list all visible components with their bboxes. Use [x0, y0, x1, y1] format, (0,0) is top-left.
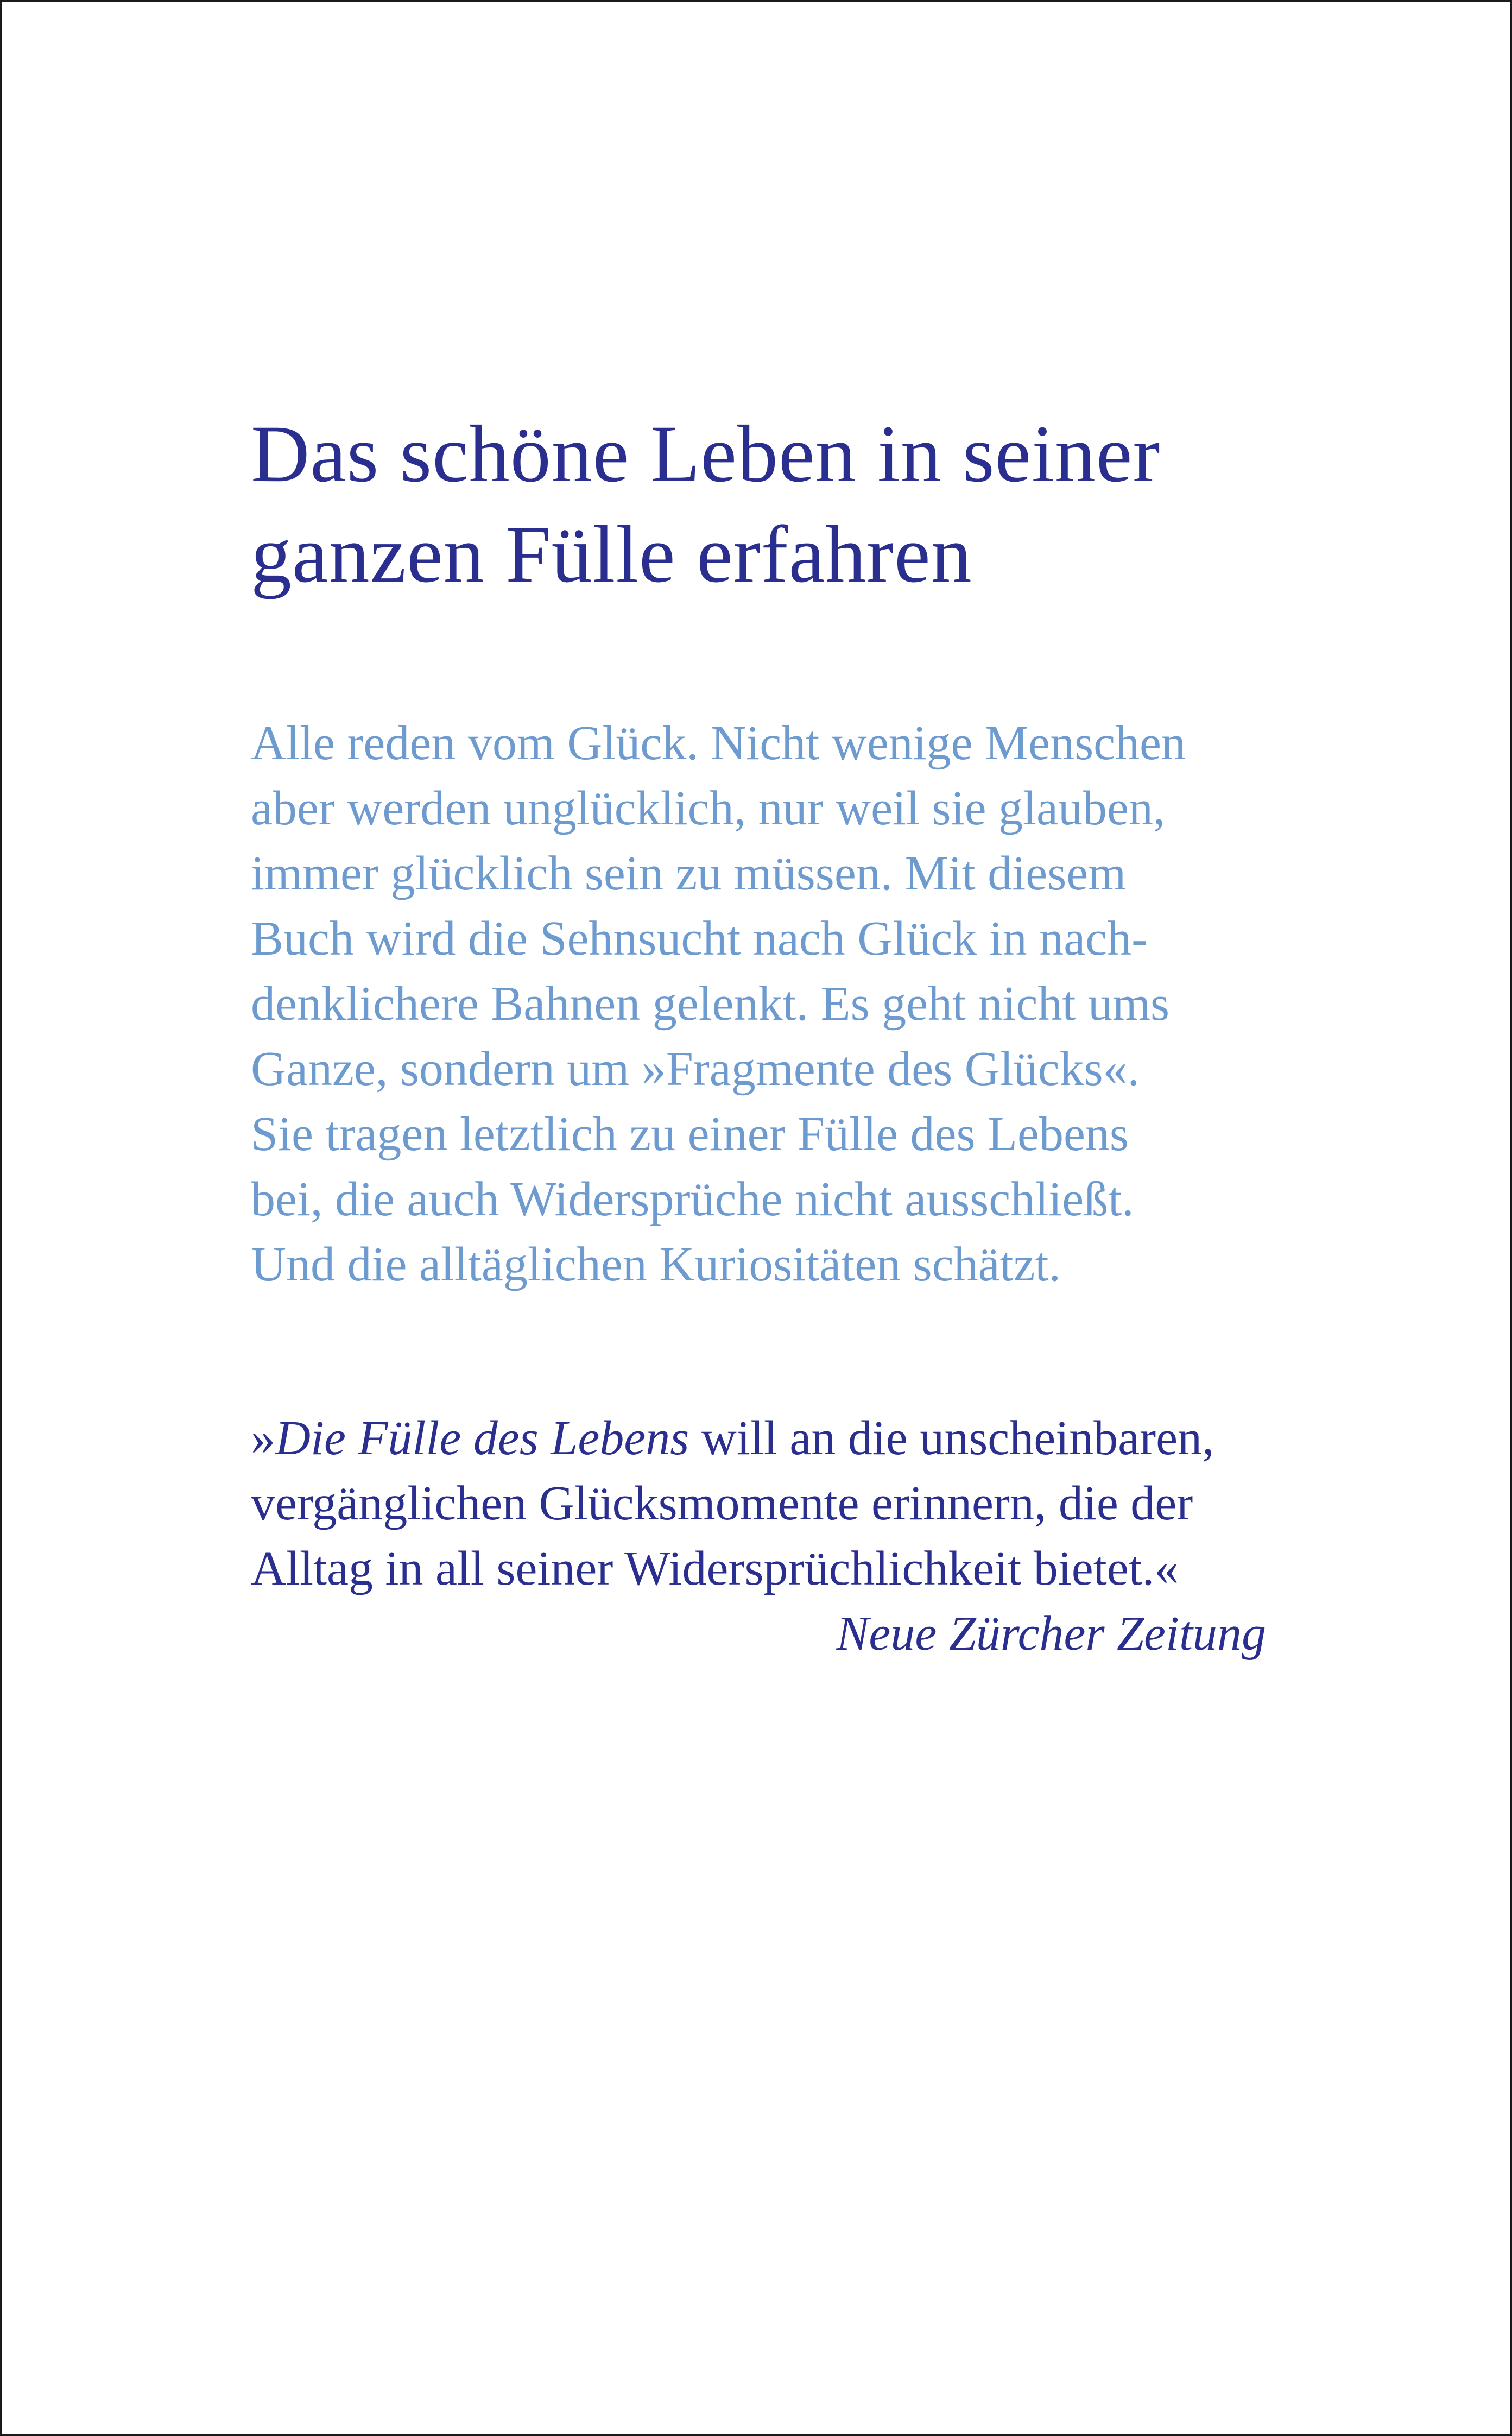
headline	[251, 404, 1282, 605]
quote-line	[251, 1406, 1282, 1471]
blurb-line: bei, die auch Widersprüche nicht ausschließt.	[251, 1172, 1134, 1226]
blurb-line: Buch wird die Sehnsucht nach Glück in nach-	[251, 912, 1148, 965]
blurb-line: denklichere Bahnen gelenkt. Es geht nicht ums	[251, 977, 1170, 1031]
blurb-line: Sie tragen letztlich zu einer Fülle des Lebens	[251, 1107, 1129, 1161]
blurb-line: Ganze, sondern um »Fragmente des Glücks«.	[251, 1042, 1140, 1096]
quote-open-mark: »	[251, 1411, 275, 1465]
blurb-paragraph	[251, 711, 1186, 1297]
quote-line: Alltag in all seiner Widersprüchlichkeit bietet.«	[251, 1542, 1179, 1595]
quote-text: will an die unscheinbaren,	[689, 1411, 1214, 1465]
cover-text-block	[251, 404, 1282, 1661]
blurb-line: Und die alltäglichen Kuriositäten schätzt.	[251, 1238, 1061, 1291]
blurb-line: Alle reden vom Glück. Nicht wenige Menschen	[251, 716, 1186, 770]
headline-line: Das schöne Leben in seiner	[251, 409, 1161, 499]
press-quote	[251, 1406, 1282, 1667]
blurb-line: aber werden unglücklich, nur weil sie glauben,	[251, 781, 1166, 835]
quote-source: Neue Zürcher Zeitung	[836, 1607, 1266, 1661]
blurb-line: immer glücklich sein zu müssen. Mit diesem	[251, 847, 1127, 900]
quoted-book-title: Die Fülle des Lebens	[275, 1411, 689, 1465]
headline-line: ganzen Fülle erfahren	[251, 509, 972, 599]
quote-line: vergänglichen Glücksmomente erinnern, die der	[251, 1476, 1193, 1530]
